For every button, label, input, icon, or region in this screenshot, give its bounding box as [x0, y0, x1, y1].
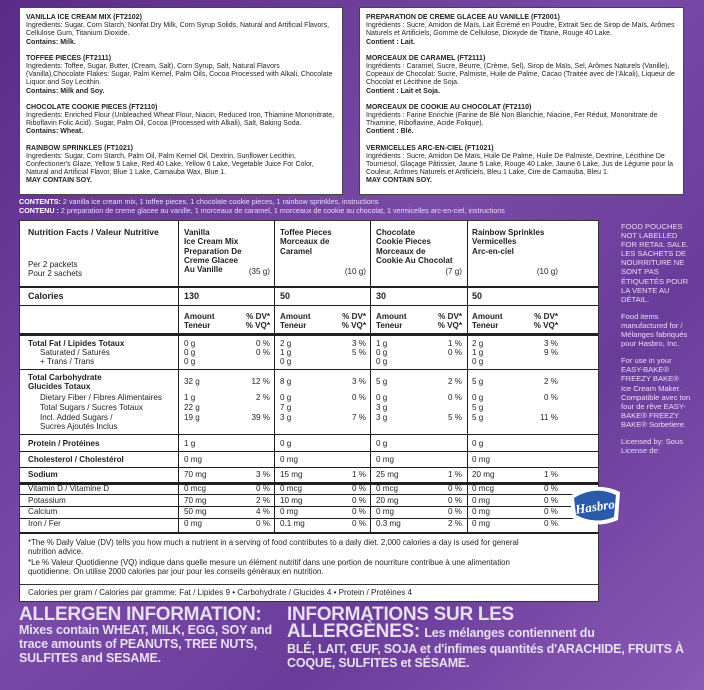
amount-value: 0 g — [280, 357, 292, 366]
nutrient-label-carbohydrate: Total Carbohydrate — [28, 373, 102, 382]
ingredient-title: PREPARATION DE CREME GLACEE AU VANILLE (FT2001) — [366, 14, 560, 21]
svg-text:Hasbro: Hasbro — [574, 496, 616, 517]
dv-label: % DV* — [342, 312, 366, 321]
amount-value: 0.3 mg — [376, 519, 401, 529]
ingredient-section — [26, 145, 336, 186]
column-name: Caramel — [280, 246, 312, 256]
column-name: Au Vanille — [184, 265, 223, 275]
percent-value: 5 % — [352, 348, 366, 357]
side-note-manufacturer: Food items manufactured for / Mélanges fabriqués pour Hasbro, Inc. — [621, 311, 688, 349]
amount-value: 0 mg — [472, 455, 490, 464]
allergen-title-en: ALLERGEN INFORMATION: — [19, 604, 262, 625]
nutrient-label-glucides: Glucides Totaux — [28, 382, 91, 391]
percent-value: 3 % — [352, 377, 366, 386]
ingredient-section — [26, 14, 336, 47]
ingredient-list: Ingrédients : Sucre, Amidon de Maïs, Lait Écrémé en Poudre, Extrait Sec de Sirop de Maïs, Arômes Naturels et Artificiels, Gomme de Cellulose, Dioxyde de Titane, Rouge 40 Lake. — [366, 22, 675, 38]
ingredient-section — [366, 55, 677, 96]
amount-value: 7 g — [280, 403, 292, 412]
calories-per-gram: Calories per gram / Calories par gramme: Fat / Lipides 9 • Carbohydrate / Glucides 4 • Protein / Protéines 4 — [19, 585, 599, 602]
amount-value: 3 g — [280, 413, 292, 422]
ingredient-list: Ingredients: Enriched Flour (Unbleached Wheat Flour, Niacin, Reduced Iron, Thiamine Mononitrate, Riboflavin Folic Acid). Sugar, Palm Oil, Cocoa (Processed with Alkali), Salt, Baking Soda. — [26, 112, 335, 128]
serving-size: (10 g) — [344, 267, 366, 276]
nutrient-label-trans: + Trans / Trans — [40, 357, 95, 366]
allergen-body-en: Mixes contain WHEAT, MILK, EGG, SOY and trace amounts of PEANUTS, TREE NUTS, SULFITES and SESAME. — [19, 623, 272, 665]
side-note-license: Licensed by: Sous License de: — [621, 436, 684, 456]
ingredient-section — [366, 14, 677, 47]
ingredient-contains: MAY CONTAIN SOY. — [366, 177, 432, 185]
column-name: Preparation De — [184, 246, 242, 256]
nutrient-label-cholesterol: Cholesterol / Cholestérol — [28, 455, 124, 464]
percent-value: 0 % — [256, 339, 270, 348]
ingredient-contains: Contient : Blé. — [366, 128, 414, 136]
column-name: Ice Cream Mix — [184, 237, 239, 247]
amount-value: 0 g — [184, 339, 196, 348]
serving-size: (10 g) — [536, 267, 558, 276]
percent-value: 9 % — [544, 348, 558, 357]
nf-calories-label: Calories — [28, 291, 64, 301]
amount-value: 0 g — [376, 348, 388, 357]
amount-value: 0 g — [184, 357, 196, 366]
ingredients-panel-english — [19, 7, 343, 195]
column-name: Morceaux de — [280, 237, 330, 247]
nutrient-label-sodium: Sodium — [28, 470, 58, 479]
percent-value: 3 % — [256, 470, 270, 479]
serving-size: (7 g) — [445, 267, 462, 276]
percent-value: 0 % — [448, 393, 462, 402]
amount-value: 5 g — [472, 377, 484, 386]
percent-value: 0 % — [256, 348, 270, 357]
amount-label: Amount — [472, 312, 503, 321]
amount-label: Amount — [376, 312, 407, 321]
amount-value: 0 g — [472, 393, 484, 402]
ingredient-list: Ingrédients : Farine Enrichie (Farine de Blé Non Blanchie, Niacine, Fer Réduit, Mononitrate de Thiamine, Riboflavine, Acide Folique). — [366, 112, 658, 128]
percent-value: 12 % — [251, 377, 270, 386]
percent-value: 0 % — [256, 519, 270, 529]
amount-value: 0 g — [376, 357, 388, 366]
nutrient-label-fat: Total Fat / Lipides Totaux — [28, 339, 125, 348]
percent-value: 1 % — [448, 339, 462, 348]
amount-value: 1 g — [280, 348, 292, 357]
ingredient-contains: Contains: Milk. — [26, 38, 76, 46]
ingredient-title: VANILLA ICE CREAM MIX (FT2102) — [26, 14, 142, 21]
amount-value: 5 g — [472, 403, 484, 412]
percent-value: 0 % — [544, 393, 558, 402]
calories-value: 30 — [376, 291, 387, 301]
column-name: Vanilla — [184, 228, 210, 237]
vq-label: % VQ* — [245, 321, 270, 330]
vq-label: % VQ* — [341, 321, 366, 330]
ingredient-section — [366, 145, 677, 186]
amount-value: 0 mg — [472, 507, 490, 517]
ingredient-section — [366, 104, 677, 137]
percent-value: 0 % — [352, 495, 366, 505]
amount-value: 5 g — [376, 377, 388, 386]
amount-value: 1 g — [184, 393, 196, 402]
amount-value: 0 mg — [280, 507, 298, 517]
nf-footnote-en: *The % Daily Value (DV) tells you how much a nutrient in a serving of food contributes to a daily diet. 2,000 calories a day is used for general nutrition advice. — [28, 538, 519, 556]
nutrient-label-added-sugars: Incl. Added Sugars / — [40, 413, 113, 422]
percent-value: 1 % — [544, 470, 558, 479]
percent-value: 0 % — [544, 495, 558, 505]
ingredient-title: MORCEAUX DE COOKIE AU CHOCOLAT (FT2110) — [366, 103, 532, 111]
nutrient-label-calcium: Calcium — [28, 507, 58, 517]
percent-value: 1 % — [352, 470, 366, 479]
nutrient-label-sugars: Total Sugars / Sucres Totaux — [40, 403, 143, 412]
nutrient-label-potassium: Potassium — [28, 495, 66, 505]
percent-value: 3 % — [544, 339, 558, 348]
percent-value: 0 % — [352, 519, 366, 529]
amount-value: 8 g — [280, 377, 292, 386]
column-name: Creme Glacee — [184, 255, 238, 265]
allergen-body-fr-2: BLÉ, LAIT, ŒUF, SOJA et d'infimes quantités d'ARACHIDE, FRUITS À COQUE, SULFITES et SÉSAME. — [287, 642, 684, 670]
vq-label: % VQ* — [437, 321, 462, 330]
allergen-info-english — [19, 606, 279, 665]
amount-value: 0 mg — [472, 495, 490, 505]
nutrient-label-iron: Iron / Fer — [28, 519, 61, 529]
column-name: Rainbow Sprinkles — [472, 228, 545, 237]
ingredient-section — [26, 104, 336, 137]
ingredient-contains: Contient : Lait et Soja. — [366, 87, 440, 95]
amount-value: 0.1 mg — [280, 519, 305, 529]
amount-value: 0 mg — [184, 519, 202, 529]
allergen-body-fr-1: Les mélanges contiennent du — [424, 626, 595, 640]
column-name: Toffee Pieces — [280, 228, 332, 237]
nutrient-label-vitamin-d: Vitamin D / Vitamine D — [28, 484, 110, 493]
amount-value: 0 g — [280, 393, 292, 402]
nf-per-en: Per 2 packets — [28, 260, 78, 269]
percent-value: 2 % — [448, 519, 462, 529]
ingredient-title: RAINBOW SPRINKLES (FT1021) — [26, 144, 133, 152]
column-name: Cookie Au Chocolat — [376, 255, 453, 265]
percent-value: 2 % — [256, 393, 270, 402]
amount-value: 0 mcg — [472, 484, 495, 493]
teneur-label: Teneur — [376, 321, 403, 330]
percent-value: 0 % — [448, 348, 462, 357]
nutrient-label-saturated: Saturated / Saturés — [40, 348, 110, 357]
nutrient-label-added-sugars-fr: Sucres Ajoutés Inclus — [40, 422, 118, 431]
amount-value: 0 mg — [472, 519, 490, 529]
hasbro-logo — [566, 480, 624, 530]
percent-value: 2 % — [544, 377, 558, 386]
ingredient-contains: MAY CONTAIN SOY. — [26, 177, 92, 185]
ingredient-list: Ingredients: Toffee, Sugar, Butter, (Cream, Salt), Corn Syrup, Salt, Natural Flavors (Vanilla),Chocolate Flakes: Sugar, Palm Kernel, Palm Oils, Cocoa Processed with Alkali, Chocolate Liquor and Soy Lecithin. — [26, 63, 333, 87]
ingredient-section — [26, 55, 336, 96]
column-name: Morceaux de — [376, 246, 426, 256]
amount-value: 0 mg — [184, 455, 202, 464]
serving-size: (35 g) — [248, 267, 270, 276]
contents-text-fr: 2 preparation de creme glacee au vanille, 1 morceaux de caramel, 1 morceaux de cookie au chocolat, 1 vermicelles arc-en-ciel, instructions — [58, 205, 505, 215]
dv-label: % DV* — [534, 312, 558, 321]
percent-value: 7 % — [352, 413, 366, 422]
amount-value: 1 g — [376, 339, 388, 348]
percent-value: 0 % — [448, 507, 462, 517]
ingredient-list: Ingredients: Sugar, Corn Starch, Palm Oil, Palm Kernel Oil, Dextrin, Sunflower Lecithin, Confectioner's Glaze, Yellow 5 Lake, Red 40 Lake, Yellow 6 Lake, Vegetable Juice For Color, Natural and Artificial Flavor, Blue 1 Lake, Carnauba Wax, Blue 1. — [26, 152, 314, 177]
amount-value: 0 g — [184, 348, 196, 357]
dv-label: % DV* — [246, 312, 270, 321]
amount-value: 0 mcg — [280, 484, 303, 493]
amount-value: 70 mg — [184, 495, 207, 505]
nf-title: Nutrition Facts / Valeur Nutritive — [28, 227, 159, 237]
allergen-info-french — [287, 606, 697, 670]
amount-value: 3 g — [376, 403, 388, 412]
amount-value: 0 mg — [376, 507, 394, 517]
percent-value: 5 % — [448, 413, 462, 422]
percent-value: 0 % — [544, 507, 558, 517]
amount-value: 15 mg — [280, 470, 303, 479]
contents-label-fr: CONTENU : — [19, 205, 59, 215]
percent-value: 0 % — [448, 484, 462, 493]
percent-value: 1 % — [448, 470, 462, 479]
percent-value: 0 % — [352, 393, 366, 402]
percent-value: 39 % — [251, 413, 270, 422]
amount-label: Amount — [184, 312, 215, 321]
ingredient-title: MORCEAUX DE CARAMEL (FT2111) — [366, 54, 486, 62]
allergen-title-fr-2: ALLERGÈNES: — [287, 621, 420, 642]
side-note-retail: FOOD POUCHES NOT LABELLED FOR RETAIL SALE. LES SACHETS DE NOURRITURE NE SONT PAS ÉTIQUETÉS POUR LA VENTE AU DÉTAIL. — [621, 222, 689, 304]
amount-value: 20 mg — [376, 495, 399, 505]
ingredient-title: TOFFEE PIECES (FT2111) — [26, 54, 112, 62]
column-name: Arc-en-ciel — [472, 246, 514, 256]
teneur-label: Teneur — [472, 321, 499, 330]
amount-value: 0 mg — [280, 455, 298, 464]
percent-value: 0 % — [352, 507, 366, 517]
side-note-usage: For use in your EASY-BAKE® FREEZY BAKE® Ice Cream Maker. Compatible avec ton four de rêve EASY-BAKE® FREEZY BAKE® Sorbetiere. — [621, 356, 691, 429]
vq-label: % VQ* — [533, 321, 558, 330]
amount-label: Amount — [280, 312, 311, 321]
amount-value: 0 g — [376, 393, 388, 402]
nf-footnote-fr: *Le % Valeur Quotidienne (VQ) indique dans quelle mesure un élément nutritif dans une portion de nourriture contribue à une alimentation quotidienne. On utilise 2000 calories par jour pour les conseils généraux en nutrition. — [28, 558, 510, 576]
nutrition-facts-table — [19, 220, 599, 585]
nutrient-label-protein: Protein / Protéines — [28, 439, 100, 448]
amount-value: 10 mg — [280, 495, 303, 505]
amount-value: 32 g — [184, 377, 200, 386]
calories-value: 50 — [472, 291, 483, 301]
dv-label: % DV* — [438, 312, 462, 321]
amount-value: 50 mg — [184, 507, 207, 517]
amount-value: 1 g — [184, 439, 196, 448]
side-notes — [621, 222, 691, 463]
ingredient-contains: Contient : Lait. — [366, 38, 415, 46]
amount-value: 0 g — [472, 357, 484, 366]
calories-value: 50 — [280, 291, 291, 301]
amount-value: 2 g — [472, 339, 484, 348]
amount-value: 0 g — [280, 439, 292, 448]
contents-statement — [19, 198, 599, 215]
ingredient-contains: Contains: Milk and Soy. — [26, 87, 105, 95]
nf-per-fr: Pour 2 sachets — [28, 269, 82, 278]
amount-value: 0 mcg — [184, 484, 207, 493]
percent-value: 2 % — [256, 495, 270, 505]
ingredient-title: CHOCOLATE COOKIE PIECES (FT2110) — [26, 103, 158, 111]
amount-value: 0 g — [376, 439, 388, 448]
percent-value: 4 % — [256, 507, 270, 517]
nutrient-label-fiber: Dietary Fiber / Fibres Alimentaires — [40, 393, 162, 402]
percent-value: 3 % — [352, 339, 366, 348]
teneur-label: Teneur — [280, 321, 307, 330]
percent-value: 0 % — [448, 495, 462, 505]
amount-value: 70 mg — [184, 470, 207, 479]
amount-value: 22 g — [184, 403, 200, 412]
column-name: Chocolate — [376, 228, 416, 237]
allergen-title-fr-1: INFORMATIONS SUR LES — [287, 604, 514, 625]
teneur-label: Teneur — [184, 321, 211, 330]
amount-value: 2 g — [280, 339, 292, 348]
ingredient-title: VERMICELLES ARC-EN-CIEL (FT1021) — [366, 144, 494, 152]
amount-value: 1 g — [472, 348, 484, 357]
column-name: Cookie Pieces — [376, 237, 431, 247]
contents-text-en: 2 vanilla ice cream mix, 1 toffee pieces, 1 chocolate cookie pieces, 1 rainbow sprinkles, instructions — [60, 197, 379, 206]
percent-value: 2 % — [448, 377, 462, 386]
percent-value: 0 % — [352, 484, 366, 493]
ingredient-list: Ingredients: Sugar, Corn Starch, Nonfat Dry Milk, Corn Syrup Solids, Natural and Artificial Flavors, Cellulose Gum, Titanium Dioxide. — [26, 22, 330, 38]
amount-value: 0 g — [472, 439, 484, 448]
percent-value: 11 % — [540, 413, 558, 422]
amount-value: 0 mcg — [376, 484, 399, 493]
percent-value: 0 % — [544, 519, 558, 529]
column-name: Vermicelles — [472, 237, 517, 247]
calories-value: 130 — [184, 291, 200, 301]
ingredients-panel-french — [359, 7, 684, 195]
amount-value: 0 mg — [376, 455, 394, 464]
ingredient-list: Ingrédients : Caramel, Sucre, Beurre, (Crème, Sel), Sirop de Maïs, Sel, Arômes Naturels (Vanille), Copeaux de Chocolat: Sucre, Palmiste, Huile de Palme, Cacao (Traitée avec de l'Alcali), Liqueur de Chocolat et Lécithine de Soja. — [366, 63, 675, 87]
contents-label-en: CONTENTS: — [19, 197, 61, 206]
amount-value: 3 g — [376, 413, 388, 422]
percent-value: 0 % — [544, 484, 558, 493]
ingredient-contains: Contains: Wheat. — [26, 128, 84, 136]
amount-value: 20 mg — [472, 470, 495, 479]
amount-value: 5 g — [472, 413, 484, 422]
percent-value: 0 % — [256, 484, 270, 493]
amount-value: 19 g — [184, 413, 200, 422]
ingredient-list: Ingrédients : Sucre, Amidon De Maïs, Huile De Palme, Huile De Palmiste, Dextrine, Lécithine De Tournesol, Glaçage Pâtissier, Jaune 5 Lake, Rouge 40 Lake, Jaune 6 Lake, Jus de Légume pour la Couleur, Arômes Naturels et Artificiels, Bleu 1 Lake, Cire de Carnauba, Bleu 1. — [366, 152, 674, 177]
amount-value: 25 mg — [376, 470, 399, 479]
